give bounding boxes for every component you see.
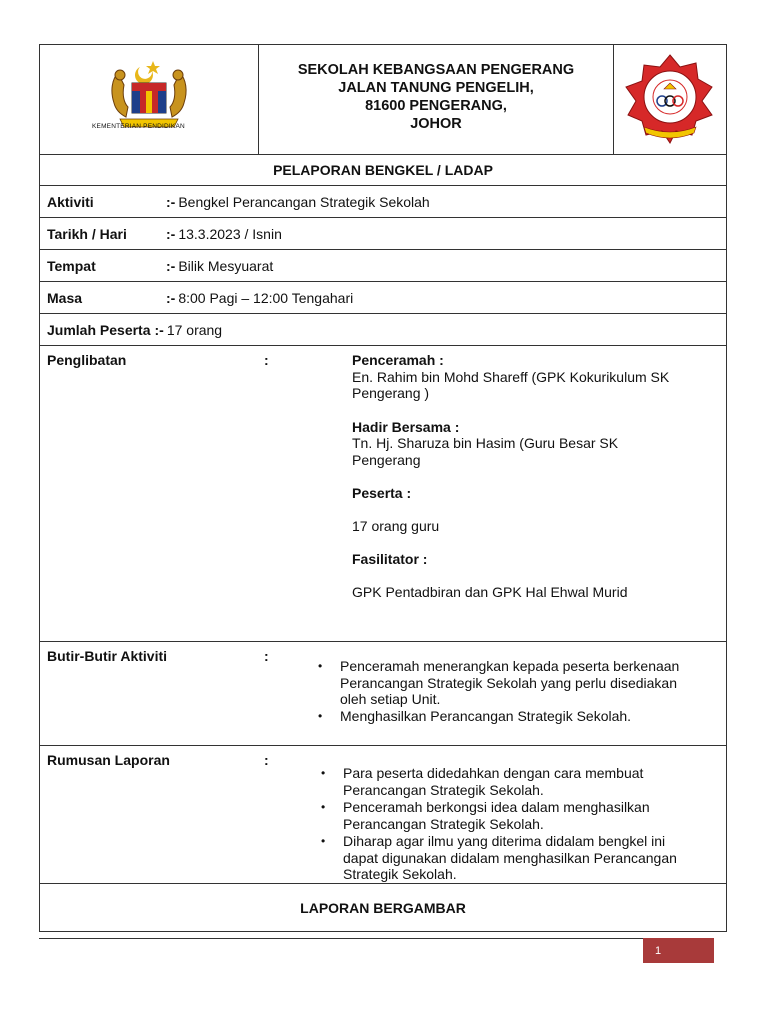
fasilitator-heading: Fasilitator : xyxy=(352,551,428,567)
field-row-aktiviti xyxy=(40,186,726,218)
field-label: Aktiviti xyxy=(47,193,94,210)
peserta-value: 17 orang guru xyxy=(352,517,440,534)
school-address xyxy=(259,45,613,154)
penceramah-name-cont: Pengerang ) xyxy=(352,385,430,401)
fasilitator-value: GPK Pentadbiran dan GPK Hal Ehwal Murid xyxy=(352,583,628,600)
hadir-name: Tn. Hj. Sharuza bin Hasim (Guru Besar SK xyxy=(352,435,619,451)
rumusan-section xyxy=(40,746,726,884)
field-label: Masa xyxy=(47,289,83,306)
butir-list-wrap xyxy=(340,648,726,745)
penceramah-name: En. Rahim bin Mohd Shareff (GPK Kokurikulum SK xyxy=(352,368,670,385)
laporan-bergambar-title: LAPORAN BERGAMBAR xyxy=(300,899,466,916)
report-header xyxy=(40,45,726,155)
footer-rule xyxy=(39,938,643,939)
school-state: JOHOR xyxy=(410,116,462,132)
school-badge-icon xyxy=(614,45,726,154)
list-item: • Menghasilkan Perancangan Strategik Sekolah. xyxy=(340,708,726,725)
field-row-tarikh xyxy=(40,218,726,250)
rumusan-list-wrap xyxy=(343,752,726,883)
school-name: SEKOLAH KEBANGSAAN PENGERANG xyxy=(297,62,575,78)
field-label: Tempat xyxy=(47,257,96,274)
field-label: Jumlah Peserta xyxy=(47,321,151,338)
field-separator: :- xyxy=(166,257,176,274)
butir-section xyxy=(40,642,726,746)
list-item: • Diharap agar ilmu yang diterima didalam bengkel ini dapat digunakan didalam menghasilkan Perancangan Strategik Sekolah. xyxy=(343,833,726,883)
list-item: • Para peserta didedahkan dengan cara membuat Perancangan Strategik Sekolah. xyxy=(343,765,726,798)
hadir-heading: Hadir Bersama : xyxy=(352,418,460,435)
penglibatan-label: Penglibatan xyxy=(47,352,127,368)
rumusan-colon: : xyxy=(264,752,269,768)
field-row-tempat xyxy=(40,250,726,282)
field-value: Bengkel Perancangan Strategik Sekolah xyxy=(178,193,430,210)
penceramah-heading: Penceramah : xyxy=(352,352,444,368)
page-number: 1 xyxy=(655,945,662,957)
peserta-heading: Peserta : xyxy=(352,485,412,501)
field-value: 13.3.2023 / Isnin xyxy=(178,225,282,242)
butir-list xyxy=(318,658,726,724)
list-item: • Penceramah berkongsi idea dalam menghasilkan Perancangan Strategik Sekolah. xyxy=(343,799,726,832)
hadir-name-cont: Pengerang xyxy=(352,451,421,468)
page-number-badge xyxy=(643,938,714,963)
penglibatan-section xyxy=(40,346,726,642)
field-row-masa xyxy=(40,282,726,314)
field-label: Tarikh / Hari xyxy=(47,225,127,242)
butir-label: Butir-Butir Aktiviti xyxy=(47,648,168,664)
list-item: • Penceramah menerangkan kepada peserta berkenaan Perancangan Strategik Sekolah yang perlu disediakan oleh setiap Unit. xyxy=(340,658,726,708)
field-value: Bilik Mesyuarat xyxy=(178,257,274,274)
report-form xyxy=(39,44,727,932)
field-row-jumlah xyxy=(40,314,726,346)
field-value: 17 orang xyxy=(166,321,223,338)
school-logo-cell xyxy=(613,45,726,154)
field-separator: :- xyxy=(154,321,164,338)
field-separator: :- xyxy=(166,193,176,210)
malaysia-coat-of-arms-icon xyxy=(40,45,258,154)
field-value: 8:00 Pagi – 12:00 Tengahari xyxy=(178,289,354,306)
field-separator: :- xyxy=(166,289,176,306)
school-street: JALAN TANUNG PENGELIH, xyxy=(338,80,534,96)
report-title: PELAPORAN BENGKEL / LADAP xyxy=(273,162,493,178)
ministry-logo-caption: KEMENTERIAN PENDIDIKAN xyxy=(92,123,185,130)
report-title-row xyxy=(40,155,726,186)
rumusan-label: Rumusan Laporan xyxy=(47,752,170,768)
penglibatan-colon: : xyxy=(264,352,269,368)
field-separator: :- xyxy=(166,225,176,242)
laporan-bergambar-row xyxy=(40,884,726,931)
school-postcode: 81600 PENGERANG, xyxy=(365,98,507,114)
penglibatan-details xyxy=(352,352,726,641)
ministry-logo-cell xyxy=(40,45,259,154)
rumusan-list xyxy=(321,765,726,883)
butir-colon: : xyxy=(264,648,269,664)
